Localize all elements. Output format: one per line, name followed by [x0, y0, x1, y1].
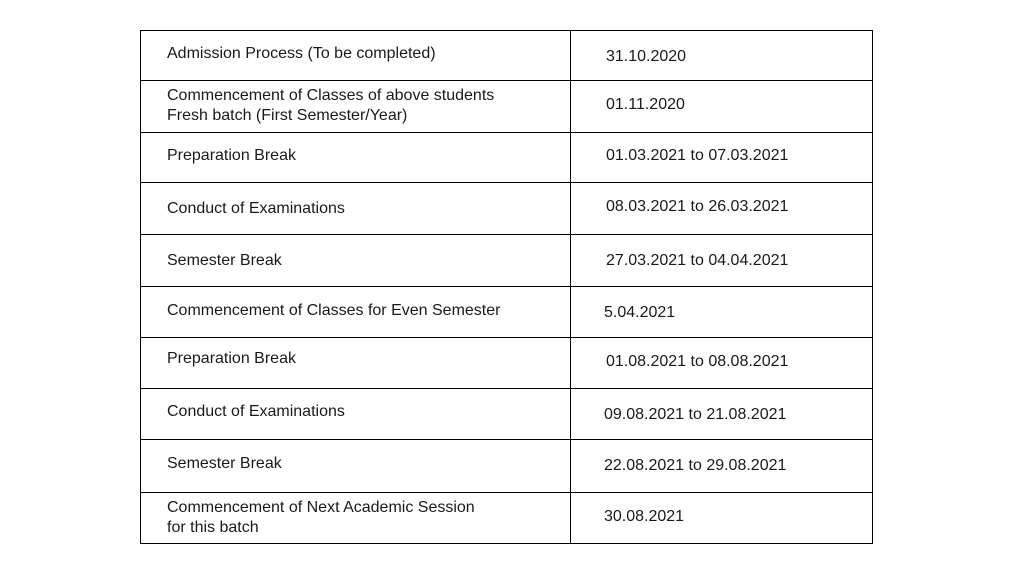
- date-value: 08.03.2021 to 26.03.2021: [606, 198, 789, 215]
- event-line: Conduct of Examinations: [167, 403, 345, 420]
- date-cell: [571, 493, 873, 544]
- date-cell: [571, 287, 873, 338]
- event-cell: [141, 133, 571, 183]
- date-cell: [571, 440, 873, 493]
- date-value: 01.08.2021 to 08.08.2021: [606, 353, 789, 370]
- event-cell: [141, 235, 571, 287]
- table-row: [141, 31, 873, 81]
- date-cell: [571, 133, 873, 183]
- academic-schedule-table: [140, 30, 873, 544]
- event-cell: [141, 493, 571, 544]
- date-value: 09.08.2021 to 21.08.2021: [604, 406, 787, 423]
- table-row: [141, 440, 873, 493]
- event-line: Preparation Break: [167, 147, 296, 164]
- date-value: 31.10.2020: [606, 48, 687, 65]
- event-line: Fresh batch (First Semester/Year): [167, 107, 408, 124]
- date-cell: [571, 338, 873, 389]
- date-cell: [571, 81, 873, 133]
- event-cell: [141, 31, 571, 81]
- date-cell: [571, 183, 873, 235]
- table-row: [141, 287, 873, 338]
- date-value: 01.03.2021 to 07.03.2021: [606, 147, 789, 164]
- event-cell: [141, 338, 571, 389]
- event-line: Semester Break: [167, 455, 282, 472]
- event-line: Conduct of Examinations: [167, 200, 345, 217]
- event-line: Admission Process (To be completed): [167, 45, 436, 62]
- event-cell: [141, 389, 571, 440]
- event-line: Commencement of Classes for Even Semester: [167, 302, 501, 319]
- table-row: [141, 493, 873, 544]
- date-cell: [571, 31, 873, 81]
- date-value: 01.11.2020: [606, 96, 685, 113]
- event-cell: [141, 287, 571, 338]
- table-row: [141, 183, 873, 235]
- event-line: Commencement of Next Academic Session: [167, 499, 475, 516]
- table-row: [141, 338, 873, 389]
- date-value: 5.04.2021: [604, 304, 676, 321]
- table-row: [141, 235, 873, 287]
- event-cell: [141, 440, 571, 493]
- date-cell: [571, 389, 873, 440]
- event-line: Semester Break: [167, 252, 282, 269]
- date-value: 27.03.2021 to 04.04.2021: [606, 252, 789, 269]
- table-row: [141, 81, 873, 133]
- event-cell: [141, 183, 571, 235]
- table-row: [141, 389, 873, 440]
- event-line: Commencement of Classes of above students: [167, 87, 495, 104]
- table-row: [141, 133, 873, 183]
- event-line: Preparation Break: [167, 350, 296, 367]
- event-cell: [141, 81, 571, 133]
- event-line: for this batch: [167, 519, 259, 536]
- date-value: 30.08.2021: [604, 508, 685, 525]
- date-cell: [571, 235, 873, 287]
- date-value: 22.08.2021 to 29.08.2021: [604, 457, 787, 474]
